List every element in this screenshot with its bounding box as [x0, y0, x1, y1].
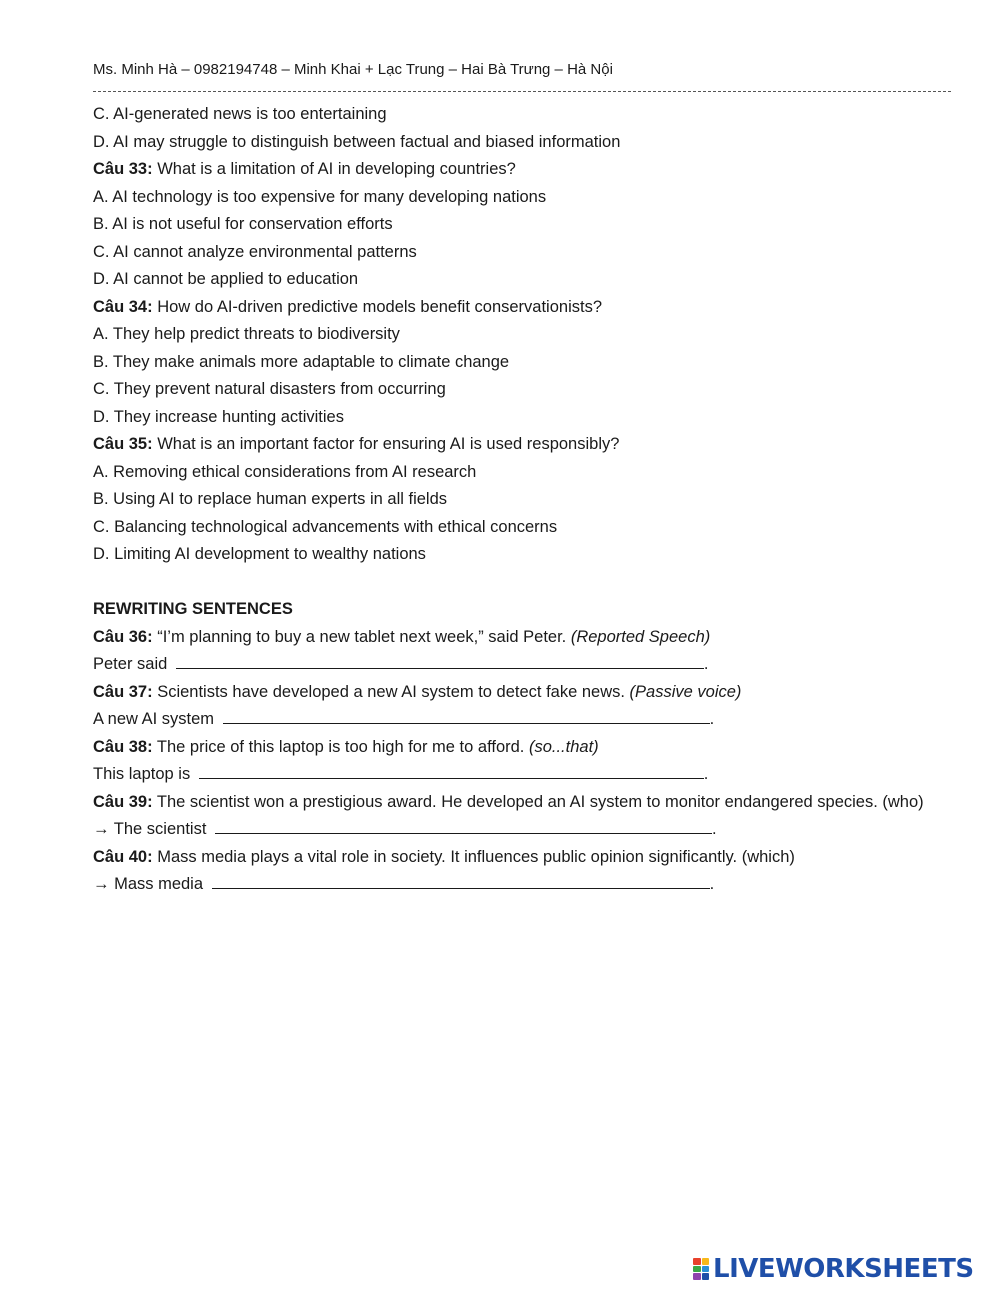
answer-line-38 — [93, 761, 963, 789]
answer-blank-40[interactable] — [212, 872, 710, 889]
question-text: Scientists have developed a new AI system to detect fake news. — [152, 682, 630, 701]
option-line: C. AI-generated news is too entertaining — [93, 105, 387, 123]
answer-prompt: Peter said — [93, 655, 172, 673]
option-line: B. Using AI to replace human experts in all fields — [93, 490, 448, 508]
option-line: B. They make animals more adaptable to climate change — [93, 352, 510, 371]
question-number: Câu 34: — [93, 297, 153, 316]
answer-end: . — [709, 875, 715, 893]
question-35 — [93, 431, 963, 459]
option-line: D. AI may struggle to distinguish between factual and biased information — [93, 132, 621, 151]
answer-end: . — [703, 765, 709, 783]
question-34 — [93, 294, 963, 322]
question-36 — [93, 624, 963, 652]
option-line: A. AI technology is too expensive for many developing nations — [93, 187, 547, 206]
question-hint: (Reported Speech) — [570, 627, 711, 646]
option-line: A. Removing ethical considerations from AI research — [93, 462, 477, 481]
answer-line-36 — [93, 651, 963, 679]
question-text: Mass media plays a vital role in society. It influences public opinion significantly. (which) — [152, 847, 795, 866]
question-number: Câu 33: — [93, 160, 153, 178]
logo-icon — [693, 1258, 709, 1280]
question-40 — [93, 844, 963, 872]
option-line: C. They prevent natural disasters from occurring — [93, 380, 446, 398]
answer-blank-37[interactable] — [223, 707, 710, 724]
option-line: C. Balancing technological advancements with ethical concerns — [93, 517, 558, 536]
header-divider — [93, 91, 951, 92]
answer-blank-36[interactable] — [176, 652, 704, 669]
answer-line-39 — [93, 816, 963, 844]
answer-prompt: → The scientist — [93, 820, 211, 838]
section-title: REWRITING SENTENCES — [93, 600, 293, 618]
question-text: How do AI-driven predictive models benefit conservationists? — [152, 297, 603, 316]
answer-prompt: → Mass media — [93, 875, 208, 893]
option-line: D. Limiting AI development to wealthy nations — [93, 545, 426, 563]
answer-line-37 — [93, 706, 963, 734]
option-line: A. They help predict threats to biodiversity — [93, 325, 400, 343]
question-text: “I’m planning to buy a new tablet next week,” said Peter. — [152, 627, 571, 646]
question-number: Câu 38: — [93, 737, 153, 756]
option-line: D. AI cannot be applied to education — [93, 270, 359, 288]
question-text: The scientist won a prestigious award. He developed an AI system to monitor endangered species. (who) — [152, 792, 924, 811]
worksheet-content — [93, 101, 963, 899]
answer-end: . — [709, 710, 715, 728]
question-number: Câu 40: — [93, 847, 153, 866]
question-text: The price of this laptop is too high for me to afford. — [152, 737, 529, 756]
question-39 — [93, 789, 963, 817]
answer-end: . — [712, 820, 717, 838]
question-text: What is a limitation of AI in developing countries? — [152, 160, 516, 178]
answer-prompt: A new AI system — [93, 710, 219, 728]
section-spacer — [93, 569, 963, 597]
answer-blank-39[interactable] — [215, 817, 712, 834]
question-37 — [93, 679, 963, 707]
option-line: C. AI cannot analyze environmental patterns — [93, 242, 417, 261]
question-hint: (so...that) — [528, 737, 599, 756]
answer-prompt: This laptop is — [93, 765, 195, 783]
question-38 — [93, 734, 963, 762]
answer-line-40 — [93, 871, 963, 899]
option-line: B. AI is not useful for conservation efforts — [93, 215, 393, 233]
logo-text: LIVEWORKSHEETS — [713, 1254, 974, 1284]
option-line: D. They increase hunting activities — [93, 407, 344, 426]
question-number: Câu 37: — [93, 682, 153, 701]
answer-blank-38[interactable] — [199, 762, 704, 779]
question-text: What is an important factor for ensuring AI is used responsibly? — [152, 435, 620, 453]
question-33 — [93, 156, 963, 184]
question-number: Câu 36: — [93, 627, 153, 646]
question-number: Câu 35: — [93, 435, 153, 453]
question-number: Câu 39: — [93, 792, 153, 811]
question-hint: (Passive voice) — [629, 682, 742, 701]
page-header: Ms. Minh Hà – 0982194748 – Minh Khai + Lạc Trung – Hai Bà Trưng – Hà Nội — [93, 61, 613, 78]
liveworksheets-logo — [693, 1254, 974, 1284]
answer-end: . — [703, 655, 709, 673]
